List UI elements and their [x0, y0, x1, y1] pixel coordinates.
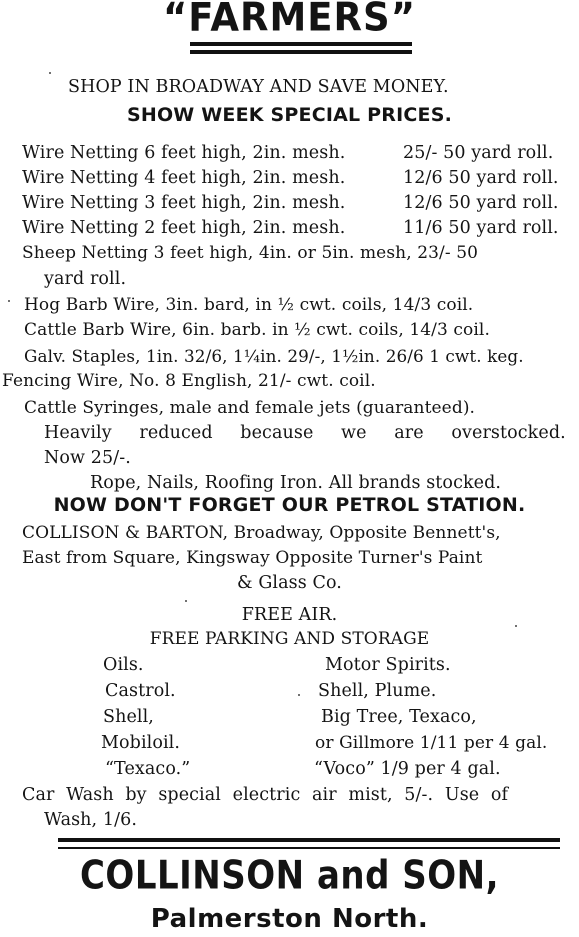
item-price: 11/6 50 yard roll.	[403, 218, 559, 238]
oils-right-item: or Gillmore 1/11 per 4 gal.	[315, 733, 548, 753]
item-price: 25/- 50 yard roll.	[403, 143, 554, 163]
footer-rule-upper	[58, 838, 560, 842]
item-name: Wire Netting 6 feet high, 2in. mesh.	[22, 143, 346, 163]
item-price: 12/6 50 yard roll.	[403, 168, 559, 188]
oils-right-item: Big Tree, Texaco,	[321, 707, 477, 727]
masthead-title: “FARMERS”	[162, 0, 417, 41]
print-speck	[49, 72, 51, 74]
oils-left-item: Castrol.	[105, 681, 176, 701]
address-line1: COLLISON & BARTON, Broadway, Opposite Bennett's,	[22, 523, 501, 543]
oils-left-item: Shell,	[103, 707, 154, 727]
free-air: FREE AIR.	[241, 605, 338, 625]
masthead-rule-upper	[190, 42, 412, 46]
print-speck	[8, 300, 10, 302]
car-wash-text: Car Wash by special electric air mist, 5/-. Use of	[22, 785, 509, 805]
sheep-netting-line1: Sheep Netting 3 feet high, 4in. or 5in. mesh, 23/- 50	[22, 243, 479, 263]
print-speck	[298, 694, 300, 696]
print-speck	[185, 600, 187, 602]
item-name: Wire Netting 3 feet high, 2in. mesh.	[22, 193, 346, 213]
sheep-netting-line2: yard roll.	[44, 269, 127, 289]
oils-left-item: “Texaco.”	[105, 759, 191, 779]
car-wash-line1	[22, 784, 576, 806]
car-wash-line2: Wash, 1/6.	[44, 810, 138, 830]
oils-right-item: “Voco” 1/9 per 4 gal.	[314, 759, 501, 779]
cattle-syringes-line1: Cattle Syringes, male and female jets (guaranteed).	[24, 398, 476, 418]
item-row	[22, 192, 345, 214]
cattle-barb-wire: Cattle Barb Wire, 6in. barb. in ½ cwt. coils, 14/3 coil.	[24, 320, 490, 340]
oils-left-item: Oils.	[103, 655, 144, 675]
special-heading: SHOW WEEK SPECIAL PRICES.	[126, 104, 453, 126]
hog-barb-wire: Hog Barb Wire, 3in. bard, in ½ cwt. coils, 14/3 coil.	[24, 295, 474, 315]
address-line3: & Glass Co.	[237, 573, 342, 593]
address-line2: East from Square, Kingsway Opposite Turner's Paint	[22, 548, 483, 568]
petrol-heading: NOW DON'T FORGET OUR PETROL STATION.	[53, 494, 526, 516]
cattle-syringes-line3: Now 25/-.	[44, 448, 131, 468]
free-parking: FREE PARKING AND STORAGE	[149, 629, 430, 649]
oils-right-item: Shell, Plume.	[318, 681, 437, 701]
city-name: Palmerston North.	[150, 904, 429, 934]
item-row	[22, 142, 345, 164]
rope-nails-line: Rope, Nails, Roofing Iron. All brands stocked.	[90, 473, 502, 493]
item-row	[22, 167, 345, 189]
fencing-wire: Fencing Wire, No. 8 English, 21/- cwt. coil.	[2, 371, 376, 391]
item-row	[22, 217, 345, 239]
item-price: 12/6 50 yard roll.	[403, 193, 559, 213]
cattle-syringes-line2	[44, 422, 576, 444]
firm-name: COLLINSON and SON,	[79, 853, 500, 899]
oils-right-item: Motor Spirits.	[325, 655, 451, 675]
galv-staples: Galv. Staples, 1in. 32/6, 1¼in. 29/-, 1½in. 26/6 1 cwt. keg.	[24, 346, 524, 366]
print-speck	[515, 625, 517, 627]
masthead-rule-lower	[190, 50, 412, 54]
tagline: SHOP IN BROADWAY AND SAVE MONEY.	[68, 77, 449, 97]
syringes-text: Heavily reduced because we are overstocked.	[44, 423, 566, 443]
item-name: Wire Netting 4 feet high, 2in. mesh.	[22, 168, 346, 188]
footer-rule-lower	[58, 847, 560, 849]
oils-left-item: Mobiloil.	[101, 733, 181, 753]
item-name: Wire Netting 2 feet high, 2in. mesh.	[22, 218, 346, 238]
